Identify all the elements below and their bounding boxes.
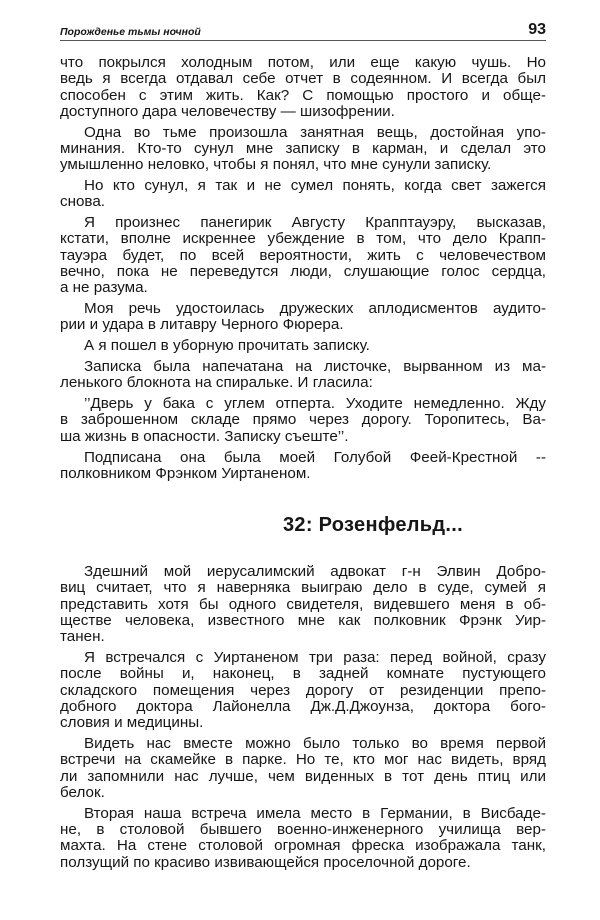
text-line: представить хотя бы одного свидетеля, видевшего меня в об- xyxy=(60,595,546,613)
text-line: Моя речь удостоилась дружеских аплодисментов аудито- xyxy=(84,300,546,318)
text-line: снова. xyxy=(60,193,105,211)
text-line: способен с этим жить. Как? С помощью простого и обще- xyxy=(60,86,546,104)
paragraph xyxy=(60,736,546,801)
text-line: а не разума. xyxy=(60,279,148,297)
text-line: кстати, вполне искреннее убеждение в том, что дело Крапп- xyxy=(60,230,546,248)
text-line: Но кто сунул, я так и не сумел понять, когда свет зажегся xyxy=(84,177,546,195)
paragraph xyxy=(60,650,546,731)
paragraph xyxy=(60,125,546,174)
running-header xyxy=(60,21,546,41)
text-line: Здешний мой иерусалимский адвокат г-н Элвин Добро- xyxy=(84,563,546,580)
chapter-title: 32: Розенфельд... xyxy=(283,514,463,536)
text-line: танен. xyxy=(60,628,105,646)
text-line: складского помещения через дорогу от резиденции препо- xyxy=(60,681,546,699)
paragraph xyxy=(60,806,546,871)
text-line: ша жизнь в опасности. Записку съеште’’. xyxy=(60,427,349,445)
text-line: вечно, пока не переведутся люди, слушающие голос сердца, xyxy=(60,263,546,281)
text-line: А я пошел в уборную прочитать записку. xyxy=(84,337,370,355)
paragraph xyxy=(60,338,546,354)
text-line: в заброшенном складе прямо через дорогу. Торопитесь, Ва- xyxy=(60,411,546,429)
text-line: Видеть нас вместе можно было только во время первой xyxy=(84,734,546,752)
text-line: ленького блокнота на спиральке. И гласила: xyxy=(60,374,373,392)
running-title: Порожденье тьмы ночной xyxy=(60,26,201,38)
paragraph xyxy=(60,396,546,445)
text-section-1 xyxy=(60,55,546,482)
text-line: встречи на скамейке в парке. Но те, кто мог нас видеть, вряд xyxy=(60,751,546,769)
paragraph xyxy=(60,359,546,392)
text-section-2 xyxy=(60,564,546,871)
text-line: ведь я всегда отдавал себе отчет в содеянном. И всегда был xyxy=(60,70,546,88)
paragraph xyxy=(60,178,546,211)
text-line: Подписана она была моей Голубой Феей-Крестной -- xyxy=(84,448,546,466)
text-line: Я встречался с Уиртаненом три раза: перед войной, сразу xyxy=(84,648,546,666)
text-line: полковником Фрэнком Уиртаненом. xyxy=(60,464,311,482)
text-line: Вторая наша встреча имела место в Германии, в Висбаде- xyxy=(84,804,546,822)
paragraph xyxy=(60,564,546,645)
text-line: не, в столовой бывшего военно-инженерного училища вер- xyxy=(60,820,546,838)
text-line: виц считает, что я наверняка выиграю дело в суде, сумей я xyxy=(60,579,546,597)
text-line: Записка была напечатана на листочке, вырванном из ма- xyxy=(84,358,546,376)
text-line: белок. xyxy=(60,783,105,801)
text-line: ползущий по красиво извивающейся проселочной дороге. xyxy=(60,853,471,871)
text-line: махта. На стене столовой огромная фреска изображала танк, xyxy=(60,837,546,855)
paragraph xyxy=(60,301,546,334)
text-line: ществе человека, известного мне как полковник Фрэнк Уир- xyxy=(60,611,546,629)
paragraph xyxy=(60,450,546,483)
page-number: 93 xyxy=(528,21,546,38)
text-line: ли запомнили нас лучше, чем виденных в тот день птиц или xyxy=(60,767,546,785)
paragraph xyxy=(60,55,546,120)
text-line: рии и удара в литавру Черного Фюрера. xyxy=(60,316,344,334)
text-line: умышленно неловко, чтобы я понял, что мне сунули записку. xyxy=(60,156,492,174)
text-line: минания. Кто-то сунул мне записку в карман, и сделал это xyxy=(60,139,546,157)
paragraph xyxy=(60,215,546,296)
text-line: что покрылся холодным потом, или еще какую чушь. Но xyxy=(60,54,546,71)
text-line: тауэра будет, по всей вероятности, жить с человечеством xyxy=(60,246,546,264)
text-line: Одна во тьме произошла занятная вещь, достойная упо- xyxy=(84,123,546,141)
text-line: ’’Дверь у бака с углем отперта. Уходите немедленно. Жду xyxy=(84,395,546,413)
text-line: после войны и, наконец, в задней комнате пустующего xyxy=(60,665,546,683)
text-line: Я произнес панегирик Августу Крапптауэру, высказав, xyxy=(84,214,546,232)
text-line: доступного дара человечеству — шизофрении. xyxy=(60,102,395,120)
text-line: добного доктора Лайонелла Дж.Д.Джоунза, доктора бого- xyxy=(60,697,546,715)
text-line: словия и медицины. xyxy=(60,714,204,732)
